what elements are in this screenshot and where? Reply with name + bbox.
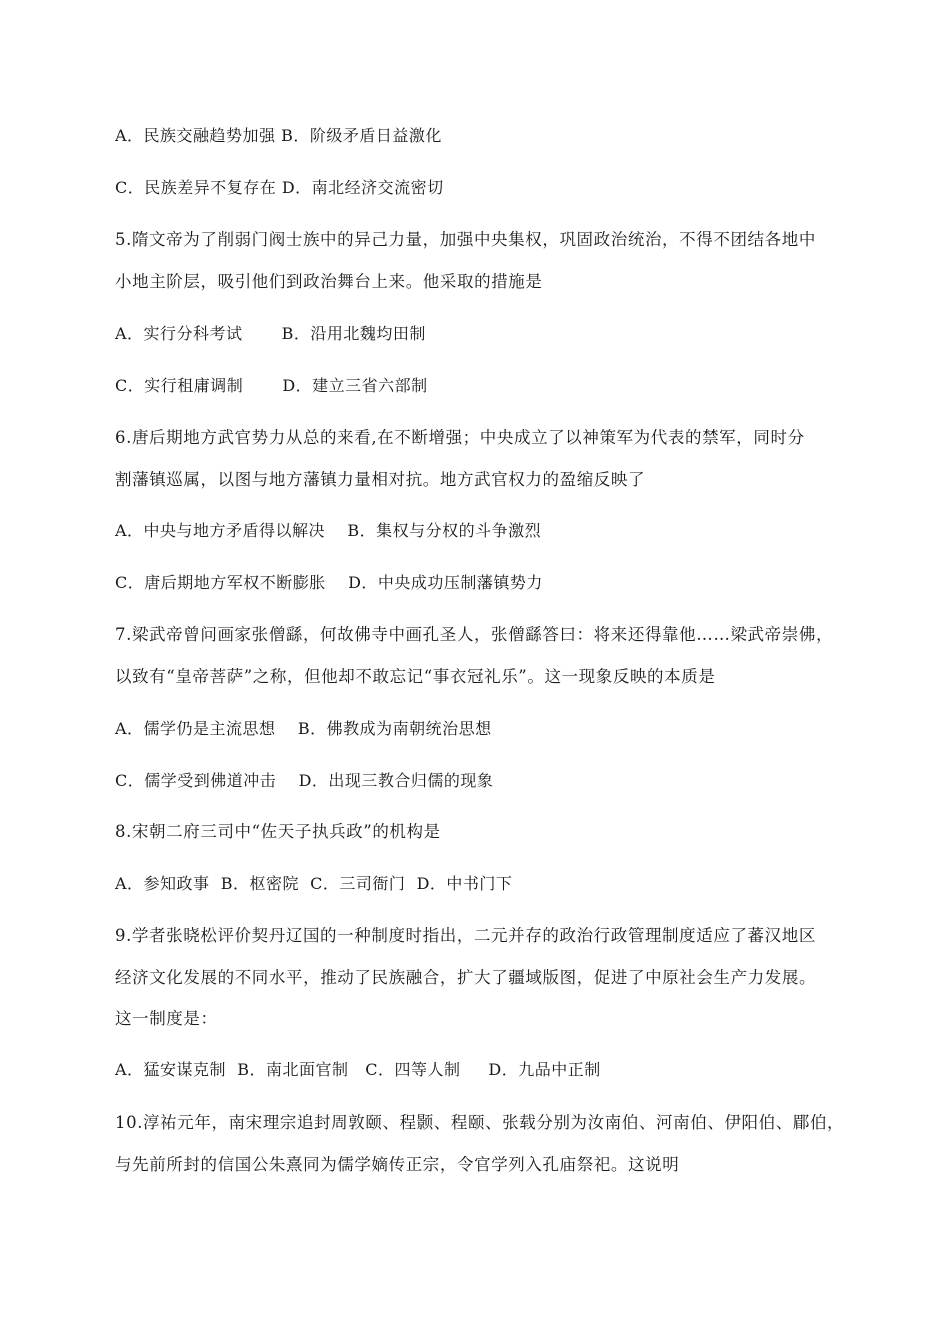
q9-stem-line-2: 经济文化发展的不同水平，推动了民族融合，扩大了疆域版图，促进了中原社会生产力发展。 <box>115 968 817 987</box>
q5-stem-line-1: 5.隋文帝为了削弱门阀士族中的异己力量，加强中央集权，巩固政治统治，不得不团结各地中 <box>115 230 816 249</box>
q8-options: A．参知政事 B．枢密院 C．三司衙门 D．中书门下 <box>115 874 513 893</box>
q9-stem-line-1: 9.学者张晓松评价契丹辽国的一种制度时指出，二元并存的政治行政管理制度适应了蕃汉地区 <box>115 926 816 945</box>
q7-options-cd: C．儒学受到佛道冲击 D．出现三教合归儒的现象 <box>115 771 494 790</box>
q9-options: A．猛安谋克制 B．南北面官制 C．四等人制 D．九品中正制 <box>115 1060 601 1079</box>
q6-stem-line-2: 割藩镇巡属，以图与地方藩镇力量相对抗。地方武官权力的盈缩反映了 <box>115 470 646 489</box>
q4-options-ab: A．民族交融趋势加强 B．阶级矛盾日益激化 <box>115 126 442 145</box>
q6-options-ab: A．中央与地方矛盾得以解决 B．集权与分权的斗争激烈 <box>115 521 542 540</box>
q7-stem-line-1: 7.梁武帝曾问画家张僧繇，何故佛寺中画孔圣人，张僧繇答曰：将来还得靠他……梁武帝崇佛， <box>115 625 834 644</box>
q5-options-ab: A．实行分科考试 B．沿用北魏均田制 <box>115 324 426 343</box>
q10-stem-line-2: 与先前所封的信国公朱熹同为儒学嫡传正宗，令官学列入孔庙祭祀。这说明 <box>115 1155 680 1174</box>
q8-stem: 8.宋朝二府三司中“佐天子执兵政”的机构是 <box>115 822 441 841</box>
q6-options-cd: C．唐后期地方军权不断膨胀 D．中央成功压制藩镇势力 <box>115 573 543 592</box>
q4-options-cd: C．民族差异不复存在 D．南北经济交流密切 <box>115 178 444 197</box>
q5-stem-line-2: 小地主阶层，吸引他们到政治舞台上来。他采取的措施是 <box>115 272 543 291</box>
q7-stem-line-2: 以致有“皇帝菩萨”之称，但他却不敢忘记“事衣冠礼乐”。这一现象反映的本质是 <box>115 667 716 686</box>
q7-options-ab: A．儒学仍是主流思想 B．佛教成为南朝统治思想 <box>115 719 492 738</box>
q6-stem-line-1: 6.唐后期地方武官势力从总的来看,在不断增强；中央成立了以神策军为代表的禁军，同时分 <box>115 428 805 447</box>
q9-stem-line-3: 这一制度是： <box>115 1009 218 1028</box>
q5-options-cd: C．实行租庸调制 D．建立三省六部制 <box>115 376 428 395</box>
q10-stem-line-1: 10.淳祐元年，南宋理宗追封周敦颐、程颢、程颐、张载分别为汝南伯、河南伯、伊阳伯、郿伯， <box>115 1113 845 1132</box>
